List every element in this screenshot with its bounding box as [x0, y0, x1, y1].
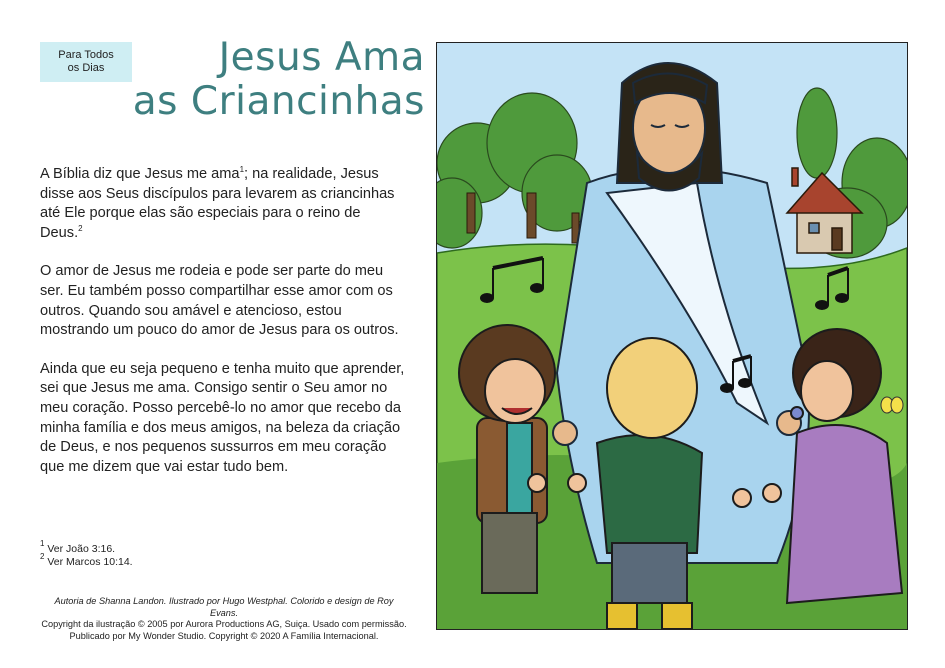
paragraph-3: Ainda que eu seja pequeno e tenha muito que aprender, sei que Jesus me ama. Consigo sentir o Seu amor no meu coração. Posso percebê-lo no amor que recebo da minha família e dos meus amigos, na beleza da criação de Deus, e nos pequenos sussurros em meu coração que me dizem que vai estar tudo bem.: [40, 360, 405, 475]
footnote-ref-2: 2: [78, 223, 83, 233]
badge-line-2: os Dias: [67, 62, 105, 74]
paragraph-1: A Bíblia diz que Jesus me ama$^1$; na realidade, Jesus disse aos Seus discípulos para levarem as criancinhas até Ele porque elas são especiais para o reino de Deus.$^2$: [40, 165, 395, 241]
title-line-1: Jesus Ama: [218, 35, 425, 80]
title-line-2: as Criancinhas: [132, 79, 425, 124]
credits-copyright-illustration: Copyright da ilustração © 2005 por Aurora Productions AG, Suiça. Usado com permissão.: [41, 619, 407, 629]
body-text: [40, 165, 405, 496]
credits: [40, 596, 408, 642]
paragraph-2: O amor de Jesus me rodeia e pode ser parte do meu ser. Eu também posso compartilhar esse amor com os outros. Quando sou amável e atencioso, estou mostrando um pouco do amor de Jesus para os outros.: [40, 263, 399, 339]
illustration-art: [437, 43, 907, 629]
credits-publisher: Publicado por My Wonder Studio. Copyright © 2020 A Família Internacional.: [69, 630, 379, 641]
jesus-children-illustration: [436, 42, 908, 630]
footnote-ref-1: 1: [239, 165, 245, 174]
footnote-1: $^1$ Ver João 3:16.: [40, 539, 116, 555]
badge-line-1: Para Todos: [58, 49, 114, 61]
footnote-2: $^2$ Ver Marcos 10:14.: [40, 552, 133, 568]
footnotes: [40, 539, 133, 569]
category-badge: [40, 42, 132, 82]
credits-authors: Autoria de Shanna Landon. Ilustrado por Hugo Westphal. Colorido e design de Roy Evans.: [54, 596, 394, 618]
page-title: [133, 36, 425, 124]
